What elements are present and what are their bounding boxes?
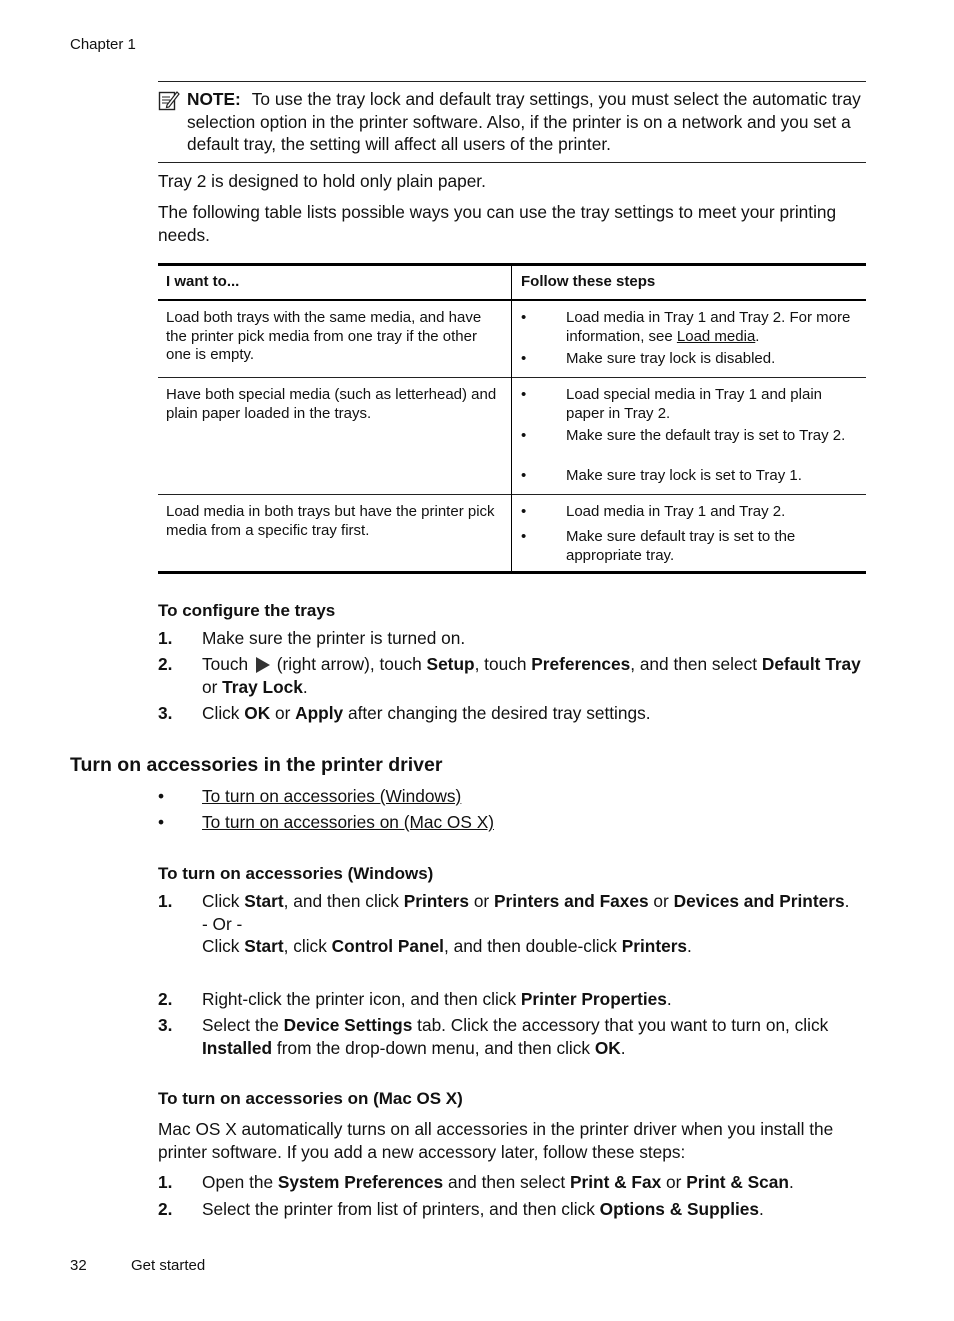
step-text: Make sure tray lock is set to Tray 1. [566,467,802,484]
step-number: 2. [158,654,173,674]
note-pencil-icon [158,89,180,111]
bold-term: OK [594,1037,621,1058]
step-text: Make sure the printer is turned on. [202,628,466,648]
step-text: Click [202,936,245,956]
bold-term: Preferences [531,654,631,674]
step-text: or [202,676,223,697]
step-text: Click [202,891,245,911]
step-text: and then select [443,1172,570,1192]
bold-term: OK [244,703,271,723]
step-body [202,1171,866,1194]
bold-term: Printers [621,936,688,956]
step-text: , and then select [630,654,762,674]
table-row-divider [158,494,866,495]
step-body [202,627,866,650]
step-text: Make sure tray lock is disabled. [566,350,776,367]
bold-term: Devices and Printers [673,891,845,911]
step-number: 2. [158,1199,173,1219]
load-media-link[interactable]: Load media [676,327,756,345]
chapter-label: Chapter 1 [70,36,136,53]
bullet-icon: • [521,427,527,444]
table-cell-want: Load both trays with the same media, and have the printer pick media from one tray if the other one is empty. [166,309,482,363]
note-top-rule [158,81,866,82]
step-text: , touch [474,654,532,674]
step-text: (right arrow), touch [271,654,427,674]
step-number: 3. [158,1015,173,1035]
step-text: or [648,891,674,911]
step-text: Open the [202,1172,278,1192]
step-text: or [270,703,296,723]
note-text [187,88,867,156]
step-text: tab. Click the accessory that you want to turn on, click [412,1015,829,1035]
step-number: 1. [158,1172,173,1192]
step-text: . [620,1037,626,1058]
step-text: . [755,327,760,345]
step-text: Select the [202,1015,284,1035]
table-cell-want: Have both special media (such as letterhead) and plain paper loaded in the trays. [166,386,497,422]
intro-paragraph-2: The following table lists possible ways you can use the tray settings to meet your printing needs. [158,202,837,245]
bold-term: Printers and Faxes [493,891,649,911]
bullet-icon: • [521,386,527,403]
step-text: Load media in Tray 1 and Tray 2. For more information, see [566,309,851,345]
step-body [202,653,866,698]
step-text: after changing the desired tray settings. [343,703,651,723]
step-text: or [469,891,494,911]
bold-term: Start [244,936,284,956]
table-bottom-rule [158,571,866,574]
bold-term: Printer Properties [520,989,667,1009]
note-bottom-rule [158,162,866,163]
footer-label: Get started [131,1257,206,1274]
bullet-icon: • [158,812,165,832]
windows-heading: To turn on accessories (Windows) [158,864,434,883]
bold-term: Apply [295,703,344,723]
step-text: - Or - [202,913,243,934]
bold-term: System Preferences [277,1172,444,1192]
step-text: Click [202,703,245,723]
step-body [202,1014,866,1059]
step-text: . [844,891,850,911]
step-text: Make sure default tray is set to the appropriate tray. [566,528,796,564]
page-number: 32 [70,1257,87,1274]
bullet-icon: • [521,350,527,367]
bullet-icon: • [521,309,527,326]
step-text: Load media in Tray 1 and Tray 2. [566,503,786,520]
bold-term: Print & Fax [569,1172,662,1192]
step-body [202,1198,866,1221]
table-column-divider [511,265,512,572]
table-header-want: I want to... [166,273,240,290]
step-number: 3. [158,703,173,723]
table-cell-want: Load media in both trays but have the printer pick media from a specific tray first. [166,503,495,539]
step-text: . [666,989,672,1009]
step-body [202,702,866,725]
bold-term: Tray Lock [222,676,303,697]
windows-accessories-link[interactable]: To turn on accessories (Windows) [202,786,462,806]
step-number: 1. [158,628,173,648]
bold-term: Setup [426,654,475,674]
step-text: . [788,1172,794,1192]
bullet-icon: • [158,786,165,806]
bullet-icon: • [521,528,527,545]
bold-term: Installed [202,1037,273,1058]
table-header-steps: Follow these steps [521,273,656,290]
step-text: , click [283,936,332,956]
step-text: , and then click [283,891,404,911]
step-text: Make sure the default tray is set to Tray 2. [566,427,846,444]
table-top-rule [158,263,866,266]
step-text: . [759,1199,764,1219]
step-text: . [687,936,692,956]
step-text: Select the printer from list of printers, and then click [202,1199,600,1219]
mac-intro: Mac OS X automatically turns on all accessories in the printer driver when you install the printer software. If you add a new accessory later, follow these steps: [158,1119,834,1162]
step-text: Right-click the printer icon, and then click [202,989,521,1009]
step-number: 1. [158,891,173,911]
bullet-icon: • [521,503,527,520]
right-arrow-icon [256,657,270,673]
step-body [202,988,866,1011]
step-text: or [661,1172,687,1192]
section-title: Turn on accessories in the printer driver [70,754,443,776]
bold-term: Device Settings [283,1015,413,1035]
configure-trays-heading: To configure the trays [158,601,336,620]
table-row-divider [158,377,866,378]
step-text: , and then double-click [443,936,622,956]
table-header-rule [158,299,866,301]
bold-term: Control Panel [331,936,444,956]
bold-term: Printers [403,891,470,911]
bold-term: Options & Supplies [599,1199,760,1219]
mac-heading: To turn on accessories on (Mac OS X) [158,1089,463,1108]
step-text: Touch [202,654,253,674]
step-body [202,890,866,958]
step-text: Load special media in Tray 1 and plain paper in Tray 2. [566,386,822,422]
bold-term: Default Tray [761,654,861,674]
bold-term: Start [244,891,284,911]
bullet-icon: • [521,467,527,484]
step-text: from the drop-down menu, and then click [272,1037,595,1058]
note-body: To use the tray lock and default tray settings, you must select the automatic tray selection option in the printer software. Also, if the printer is on a network and you set a default tray, the setting will affect all users of the printer. [187,89,861,154]
bold-term: Print & Scan [686,1172,789,1192]
mac-accessories-link[interactable]: To turn on accessories on (Mac OS X) [202,812,494,832]
step-text: . [302,676,308,697]
intro-paragraph-1: Tray 2 is designed to hold only plain paper. [158,171,486,191]
note-label: NOTE: [187,89,241,109]
step-number: 2. [158,989,173,1009]
